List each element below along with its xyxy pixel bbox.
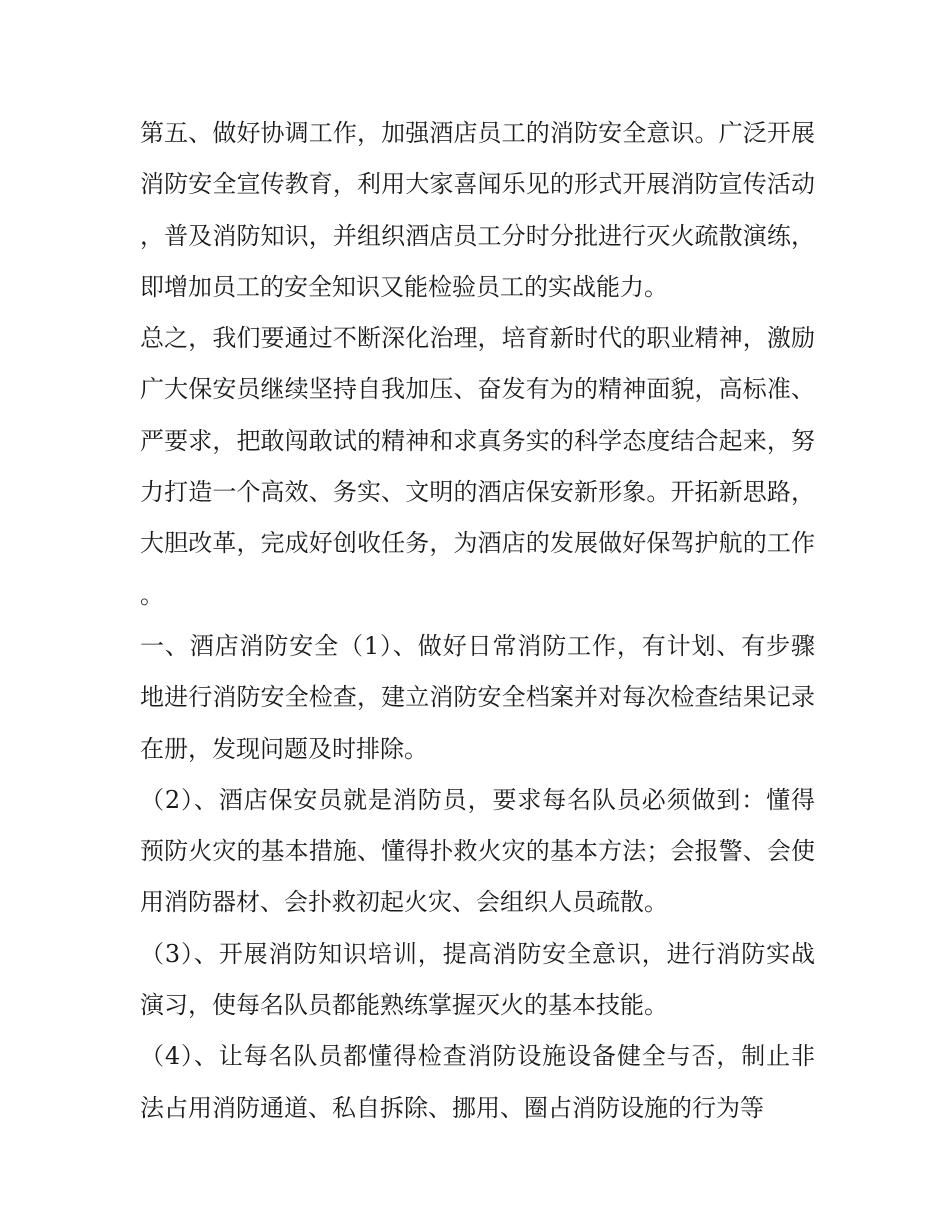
paragraph-fire-safety-3: （3）、开展消防知识培训，提高消防安全意识，进行消防实战演习，使每名队员都能熟练掌握灭火的基本技能。: [140, 939, 815, 1020]
document-body: [140, 108, 815, 1134]
paragraph-fire-safety-1: 一、酒店消防安全（1）、做好日常消防工作，有计划、有步骤地进行消防安全检查，建立消防安全档案并对每次检查结果记录在册，发现问题及时排除。: [140, 631, 815, 763]
paragraph-summary: 总之，我们要通过不断深化治理，培育新时代的职业精神，激励广大保安员继续坚持自我加压、奋发有为的精神面貌，高标准、严要求，把敢闯敢试的精神和求真务实的科学态度结合起来，努力打造一个高效、务实、文明的酒店保安新形象。开拓新思路，大胆改革，完成好创收任务，为酒店的发展做好保驾护航的工作。: [140, 324, 815, 609]
paragraph-coordination: 第五、做好协调工作，加强酒店员工的消防安全意识。广泛开展消防安全宣传教育，利用大家喜闻乐见的形式开展消防宣传活动，普及消防知识，并组织酒店员工分时分批进行灭火疏散演练，即增加员工的安全知识又能检验员工的实战能力。: [140, 119, 815, 301]
paragraph-fire-safety-2: （2）、酒店保安员就是消防员，要求每名队员必须做到：懂得预防火灾的基本措施、懂得扑救火灾的基本方法；会报警、会使用消防器材、会扑救初起火灾、会组织人员疏散。: [140, 785, 815, 917]
paragraph-fire-safety-4: （4）、让每名队员都懂得检查消防设施设备健全与否，制止非法占用消防通道、私自拆除、挪用、圈占消防设施的行为等: [140, 1042, 815, 1122]
